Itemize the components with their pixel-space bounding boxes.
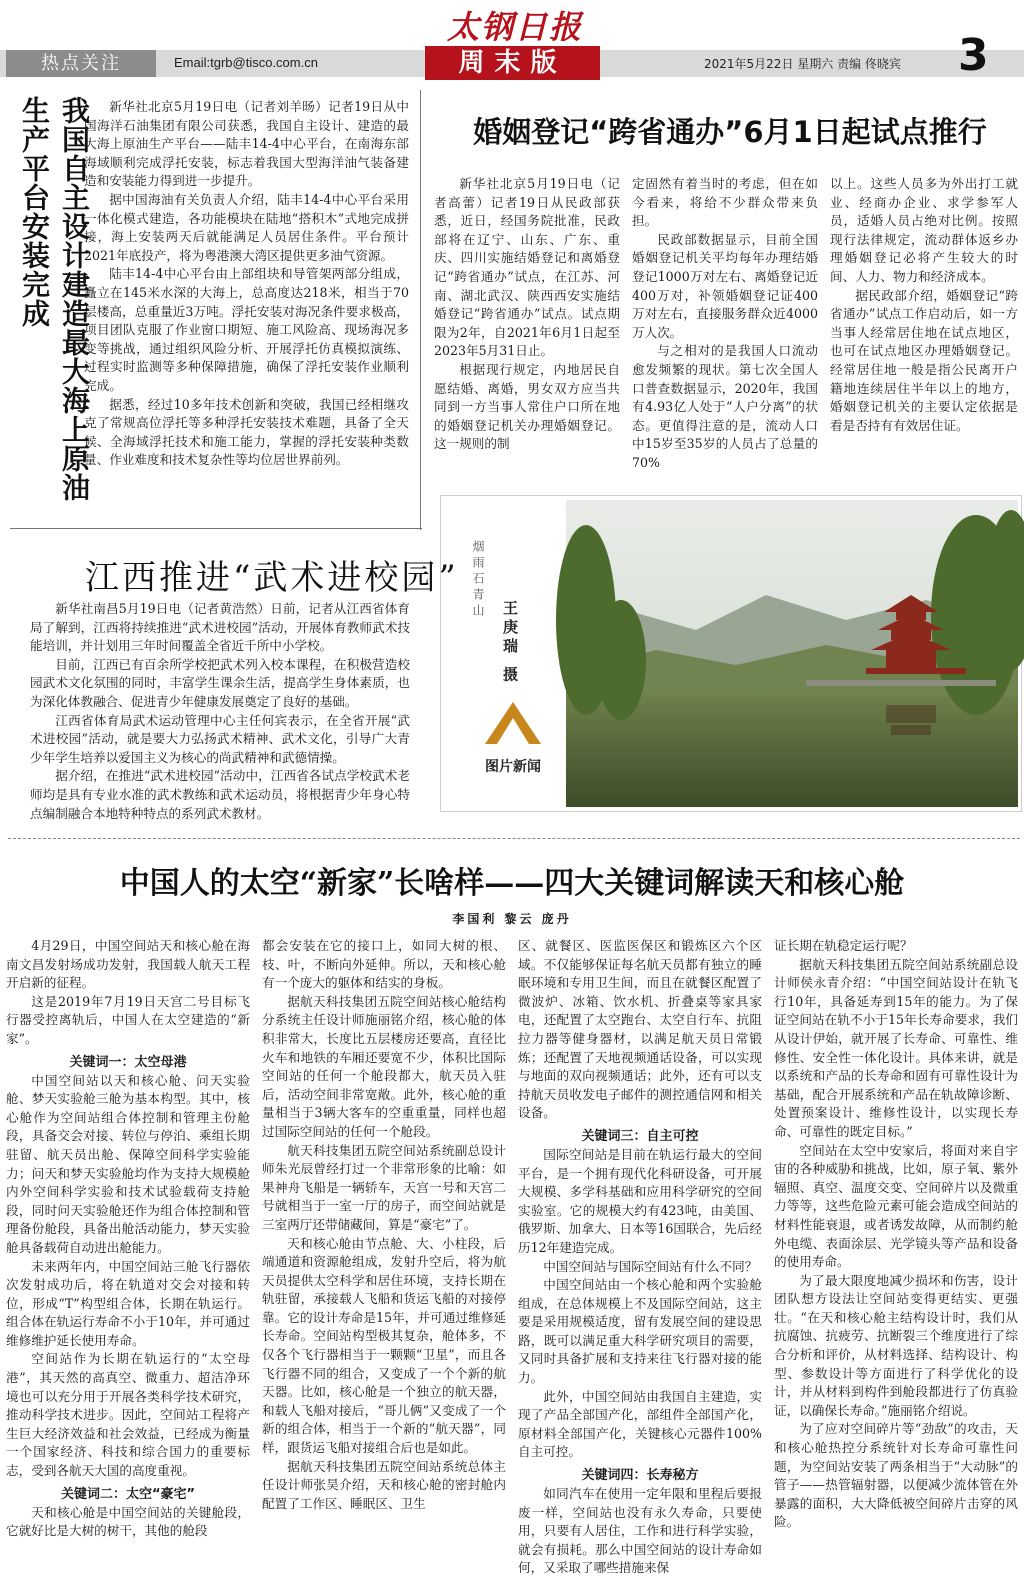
- paragraph: 根据现行规定，内地居民自愿结婚、离婚，男女双方应当共同到一方当事人常住户口所在地的婚姻登记机关办理婚姻登记。这一规则的制: [434, 361, 620, 452]
- paragraph: 民政部数据显示，目前全国婚姻登记机关平均每年办理结婚登记1000万对左右、离婚登记近400万对，补领婚姻登记证400万对左右，直接服务群众近4000万人次。: [632, 231, 818, 340]
- article2-title: 婚姻登记“跨省通办”6月1日起试点推行: [473, 115, 987, 149]
- photo-author: 王庚瑞 摄: [501, 600, 519, 686]
- photo-news-logo-icon: [483, 700, 543, 746]
- paragraph: 与之相对的是我国人口流动愈发频繁的现状。第七次全国人口普查数据显示，2020年，我国有4.93亿人处于“人户分离”的状态。更值得注意的是，流动人口中15岁至35岁的人员占了总量的70%: [632, 343, 818, 470]
- paragraph: 天和核心舱由节点舱、大、小柱段，后端通道和资源舱组成，发射升空后，将为航天员提供太空科学和居住环境，支持长期在轨驻留，承接载人飞船和货运飞船的对接停靠。它的设计寿命是15年，并可通过维修延长寿命。空间站构型极其复杂，舱体多，不仅各个飞行器相当于一颗颗“卫星”，而且各飞行器不同的组合，又变成了一个个新的航天器。比如，核心舱是一个独立的航天器，和载人飞船对接后，“哥儿俩”又变成了一个新的组合体，相当于一个新的“航天器”，同样，跟货运飞船对接组合后也是如此。: [262, 1235, 506, 1456]
- pavilion-lake-photo: [566, 500, 1018, 807]
- paragraph: 据悉，经过10多年技术创新和突破，我国已经相继攻克了常规高位浮托等多种浮托安装技术难题，具备了全天候、全海域浮托技术和施工能力，掌握的浮托安装种类数量、作业难度和技术复杂性等均位居世界前列。: [84, 396, 409, 468]
- article3-body: [30, 600, 410, 821]
- section-label: 热点关注: [6, 50, 156, 77]
- keyword-heading: 关键词四：长寿秘方: [581, 1468, 699, 1484]
- paragraph: 区、就餐区、医监医保区和锻炼区六个区域。不仅能够保证每名航天员都有独立的睡眠环境和专用卫生间，而且在就餐区配置了微波炉、冰箱、饮水机、折叠桌等家具家电，还配置了太空跑台、太空自行车、抗阻拉力器等健身器材，以满足航天员日常锻炼；还配置了天地视频通话设备，可以实现与地面的双向视频通话；此外，还有可以支持航天员收发电子邮件的测控通信网和相关设备。: [518, 938, 762, 1121]
- photo-caption: 烟雨石青山: [471, 540, 485, 620]
- paragraph: 中国空间站以天和核心舱、问天实验舱、梦天实验舱三舱为基本构型。其中，核心舱作为空间站组合体控制和管理主份舱段，具备交会对接、转位与停泊、乘组长期驻留、航天员出舱、保障空间科学实验能力；问天和梦天实验舱均作为支持大规模舱内外空间科学实验和技术试验载荷支持舱段，同时问天实验舱还作为组合体控制和管理备份舱段，具备出舱活动能力，梦天实验舱具备载荷自动进出舱能力。: [6, 1072, 250, 1255]
- article4-col4: [774, 937, 1018, 1537]
- paragraph: 如同汽车在使用一定年限和里程后要报废一样，空间站也没有永久寿命，只要使用，只要有人居住，工作和进行科学实验，就会有损耗。那么中国空间站的设计寿命如何，又采取了哪些措施来保: [518, 1486, 762, 1576]
- paragraph: 据航天科技集团五院空间站系统副总设计师侯永青介绍：“中国空间站设计在轨飞行10年，具备延寿到15年的能力。为了保证空间站在轨不小于15年长寿命要求，我们从设计伊始，就开展了长寿命、可靠性、维修性、安全性一体化设计。具体来讲，就是以系统和产品的长寿命和固有可靠性设计为基础，配合开展系统和产品在轨故障诊断、处置预案设计、维修性设计，以实现长寿命、可靠性的既定目标。”: [774, 956, 1018, 1139]
- paragraph: 这是2019年7月19日天宫二号目标飞行器受控离轨后，中国人在太空建造的“新家”。: [6, 993, 250, 1046]
- paragraph: 此外，中国空间站由我国自主建造，实现了产品全部国产化，部组件全部国产化，原材料全部国产化，关键核心元器件100%自主可控。: [518, 1388, 762, 1460]
- paragraph: 新华社南昌5月19日电（记者黄浩然）日前，记者从江西省体育局了解到，江西将持续推进“武术进校园”活动，开展体育教师武术技能培训，并计划用三年时间覆盖全省近千所中小学校。: [30, 601, 410, 654]
- article3-title: 江西推进“武术进校园”: [85, 558, 459, 598]
- paragraph: 陆丰14-4中心平台由上部组块和导管架两部分组成，矗立在145米水深的大海上，总高度达218米，相当于70层楼高，总重量近3万吨。浮托安装对海况条件要求极高，项目团队克服了作业窗口期短、施工风险高、现场海况多变等挑战，通过组织风险分析、开展浮托仿真模拟演练、过程实时监测等多种保障措施，确保了浮托安装作业顺利完成。: [84, 266, 409, 393]
- paragraph: 天和核心舱是中国空间站的关键舱段，它就好比是大树的树干，其他的舱段: [6, 1504, 250, 1539]
- header-date-editor: 2021年5月22日 星期六 责编 佟晓宾: [704, 57, 901, 71]
- paragraph: 空间站作为长期在轨运行的“太空母港”，其天然的高真空、微重力、超洁净环境也可以充分用于开展各类科学技术研究，推动科学技术进步。因此，空间站工程将产生巨大经济效益和社会效益，已经成为衡量一个国家经济、科技和综合国力的重要标志，受到各航天大国的高度重视。: [6, 1351, 250, 1479]
- page-number: 3: [958, 30, 989, 81]
- paragraph: 以上。这些人员多为外出打工就业、经商办企业、求学参军人员，适婚人员占绝对比例。按照现行法律规定，流动群体返乡办理婚姻登记必将产生较大的时间、人力、物力和经济成本。: [830, 176, 1018, 284]
- newspaper-logo: 太钢日报: [446, 8, 583, 46]
- paragraph: 新华社北京5月19日电（记者高蕾）记者19日从民政部获悉，近日，经国务院批准，民政部将在辽宁、山东、广东、重庆、四川实施结婚登记和离婚登记“跨省通办”试点，在江苏、河南、湖北武汉、陕西西安实施结婚登记“跨省通办”试点。试点期限为2年，自2021年6月1日起至2023年5月31日止。: [434, 176, 620, 359]
- article2-col1: [434, 175, 620, 465]
- paragraph: 4月29日，中国空间站天和核心舱在海南文昌发射场成功发射，我国载人航天工程开启新的征程。: [6, 938, 250, 991]
- paragraph: 航天科技集团五院空间站系统副总设计师朱光辰曾经打过一个非常形象的比喻：如果神舟飞船是一辆轿车，天宫一号和天宫二号就相当于一室一厅的房子，而空间站就是三室两厅还带储藏间，算是“豪宅”了。: [262, 1142, 506, 1232]
- section-separator: [8, 838, 1020, 839]
- article4-col3: [518, 937, 762, 1576]
- paragraph: 国际空间站是目前在轨运行最大的空间平台，是一个拥有现代化科研设备，可开展大规模、多学科基础和应用科学研究的空间实验室。它的规模大约有423吨，由美国、俄罗斯、加拿大、日本等16国联合，先后经历12年建造完成。: [518, 1146, 762, 1255]
- paragraph: 据中国海油有关负责人介绍，陆丰14-4中心平台采用一体化模式建造，各功能模块在陆地“搭积木”式地完成拼接，海上安装两天后就能满足人员居住条件。平台预计2021年底投产，将为粤港澳大湾区提供更多油气资源。: [84, 191, 409, 263]
- paragraph: 定固然有着当时的考虑，但在如今看来，将给不少群众带来负担。: [632, 176, 818, 229]
- article4-col2: [262, 937, 506, 1537]
- paragraph: 空间站在太空中安家后，将面对来自宇宙的各种威胁和挑战，比如，原子氧、紫外辐照、真空、温度交变、空间碎片以及微重力等等，这些危险元素可能会造成空间站的材料性能衰退，或者诱发故障，从而制约舱外电缆、表面涂层、光学镜头等产品和设备的使用寿命。: [774, 1142, 1018, 1270]
- paragraph: 中国空间站由一个核心舱和两个实验舱组成，在总体规模上不及国际空间站，这主要是采用规模适度，留有发展空间的建设思路，既可以满足重大科学研究项目的需要，又同时具备扩展和支持来往飞行器对接的能力。: [518, 1277, 762, 1386]
- paragraph: 据航天科技集团五院空间站核心舱结构分系统主任设计师施丽铭介绍，核心舱的体积非常大，长度比五层楼房还要高，直径比火车和地铁的车厢还要宽不少，体积比国际空间站的任何一个舱段都大，航天员入驻后，活动空间非常宽敞。此外，核心舱的重量相当于3辆大客车的空重重量，同样也超过国际空间站的任何一个舱段。: [262, 993, 506, 1139]
- edition-badge: 周末版: [425, 46, 600, 80]
- header-email[interactable]: Email:tgrb@tisco.com.cn: [174, 55, 318, 70]
- article4-title: 中国人的太空“新家”长啥样——四大关键词解读天和核心舱: [119, 866, 905, 901]
- photo-news-label: 图片新闻: [485, 759, 541, 775]
- divider: [10, 528, 422, 529]
- paragraph: 为了最大限度地减少损坏和伤害，设计团队想方设法让空间站变得更结实、更强壮。“在天和核心舱主结构设计时，我们从抗腐蚀、抗疲劳、抗断裂三个维度进行了综合分析和评价，从材料选择、结构设计、构型、参数设计等方面进行了科学优化的设计，并从材料到构件到舱段都进行了仿真验证，以确保长寿命。”施丽铭介绍说。: [774, 1272, 1018, 1418]
- paragraph: 目前，江西已有百余所学校把武术列入校本课程，在积极营造校园武术文化氛围的同时，丰富学生课余生活，提高学生身体素质，也为深化体教融合、促进青少年健康发展奠定了良好的基础。: [30, 656, 410, 709]
- paragraph: 未来两年内，中国空间站三舱飞行器依次发射成功后，将在轨道对交会对接和转位，形成“T”构型组合体，长期在轨运行。组合体在轨运行寿命不小于10年，并可通过维修维护延长使用寿命。: [6, 1258, 250, 1348]
- article2-col2: [632, 175, 818, 470]
- paragraph: 中国空间站与国际空间站有什么不同？: [543, 1258, 758, 1274]
- paragraph: 证长期在轨稳定运行呢？: [774, 938, 913, 953]
- paragraph: 据航天科技集团五院空间站系统总体主任设计师张昊介绍，天和核心舱的密封舱内配置了工作区、睡眠区、卫生: [262, 1458, 506, 1511]
- article1-title: 我国自主设计建造最大海上原油生产平台安装完成: [18, 96, 91, 502]
- keyword-heading: 关键词二：太空“豪宅”: [60, 1486, 196, 1502]
- article4-col1: [6, 937, 250, 1537]
- keyword-heading: 关键词三：自主可控: [581, 1128, 699, 1144]
- paragraph: 都会安装在它的接口上，如同大树的根、枝、叶，不断向外延伸。所以，天和核心舱有一个庞大的躯体和结实的身板。: [262, 938, 506, 991]
- divider: [420, 90, 421, 530]
- article2-col3: [830, 175, 1018, 465]
- paragraph: 据介绍，在推进“武术进校园”活动中，江西省各试点学校武术老师均是具有专业水准的武术教练和武术运动员，将根据青少年身心特点编制融合本地特种特点的系列武术教材。: [30, 768, 410, 821]
- article1-body: [84, 98, 409, 510]
- paragraph: 据民政部介绍，婚姻登记“跨省通办”试点工作启动后，如一方当事人经常居住地在试点地区，也可在试点地区办理婚姻登记。经常居住地一般是指公民离开户籍地连续居住半年以上的地方，婚姻登记机关的主要认定依据是看是否持有有效居住证。: [830, 287, 1018, 433]
- paragraph: 江西省体育局武术运动管理中心主任何宾表示，在全省开展“武术进校园”活动，就是要大力弘扬武术精神、武术文化，引导广大青少年学生培养以爱国主义为核心的尚武精神和武德情操。: [30, 712, 410, 765]
- paragraph: 新华社北京5月19日电（记者刘羊旸）记者19日从中国海洋石油集团有限公司获悉，我国自主设计、建造的最大海上原油生产平台——陆丰14-4中心平台，在南海东部海域顺利完成浮托安装，标志着我国大型海洋油气装备建造和安装能力得到进一步提升。: [84, 99, 409, 189]
- keyword-heading: 关键词一：太空母港: [69, 1054, 187, 1070]
- article4-byline: 李国利 黎云 庞丹: [452, 912, 572, 926]
- paragraph: 为了应对空间碎片等“劲敌”的攻击，天和核心舱热控分系统针对长寿命可靠性问题，为空间站安装了两条相当于“大动脉”的管子——热管辐射器，以便减少流体管在外暴露的面积，大大降低被空间碎片击穿的风险。: [774, 1421, 1018, 1530]
